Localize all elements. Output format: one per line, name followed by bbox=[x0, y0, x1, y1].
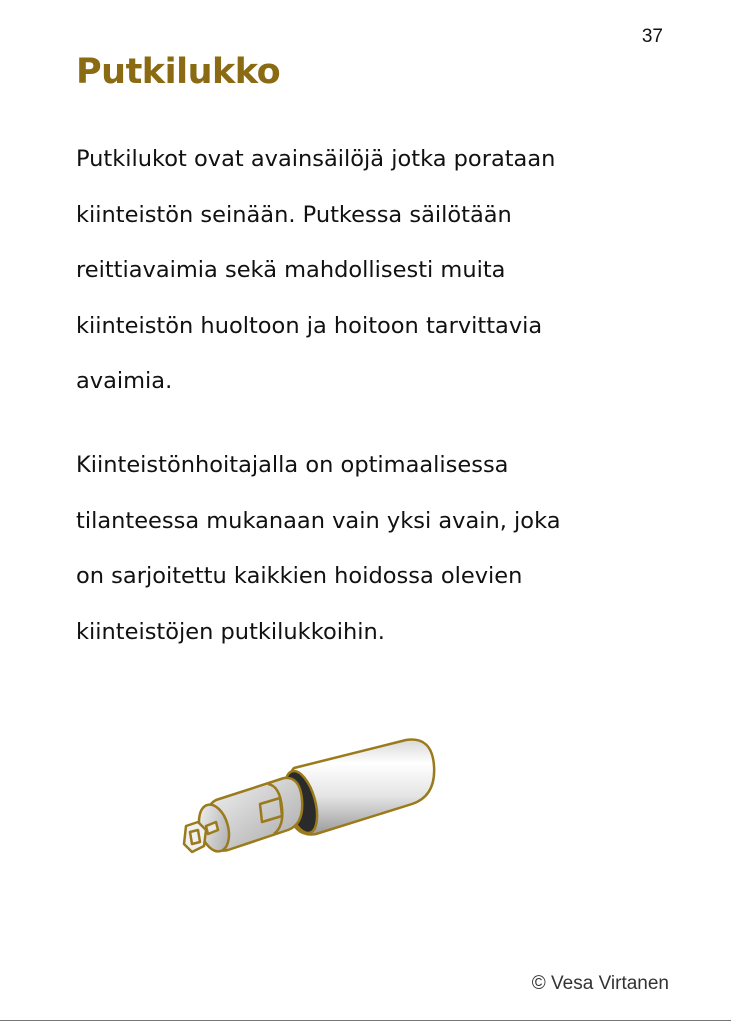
copyright-notice: © Vesa Virtanen bbox=[531, 973, 669, 994]
page-title: Putkilukko bbox=[76, 52, 281, 92]
paragraph-line: avaimia. bbox=[76, 368, 173, 394]
paragraph-line: kiinteistön seinään. Putkessa säilötään bbox=[76, 201, 512, 228]
paragraph-line: reittiavaimia sekä mahdollisesti muita bbox=[76, 257, 506, 283]
paragraph-line: kiinteistöjen putkilukkoihin. bbox=[76, 618, 385, 645]
tube-lock-icon bbox=[176, 726, 446, 876]
paragraph-line: kiinteistön huoltoon ja hoitoon tarvittavia bbox=[76, 312, 543, 339]
paragraph-line: tilanteessa mukanaan vain yksi avain, joka bbox=[76, 507, 561, 534]
paragraph-1 bbox=[76, 132, 686, 410]
paragraph-2 bbox=[76, 438, 686, 660]
paragraph-line: Kiinteistönhoitajalla on optimaalisessa bbox=[76, 452, 509, 478]
page-number: 37 bbox=[641, 26, 663, 47]
paragraph-line: Putkilukot ovat avainsäilöjä jotka porataan bbox=[76, 146, 556, 172]
paragraph-line: on sarjoitettu kaikkien hoidossa olevien bbox=[76, 563, 523, 589]
page-divider bbox=[0, 1020, 731, 1021]
